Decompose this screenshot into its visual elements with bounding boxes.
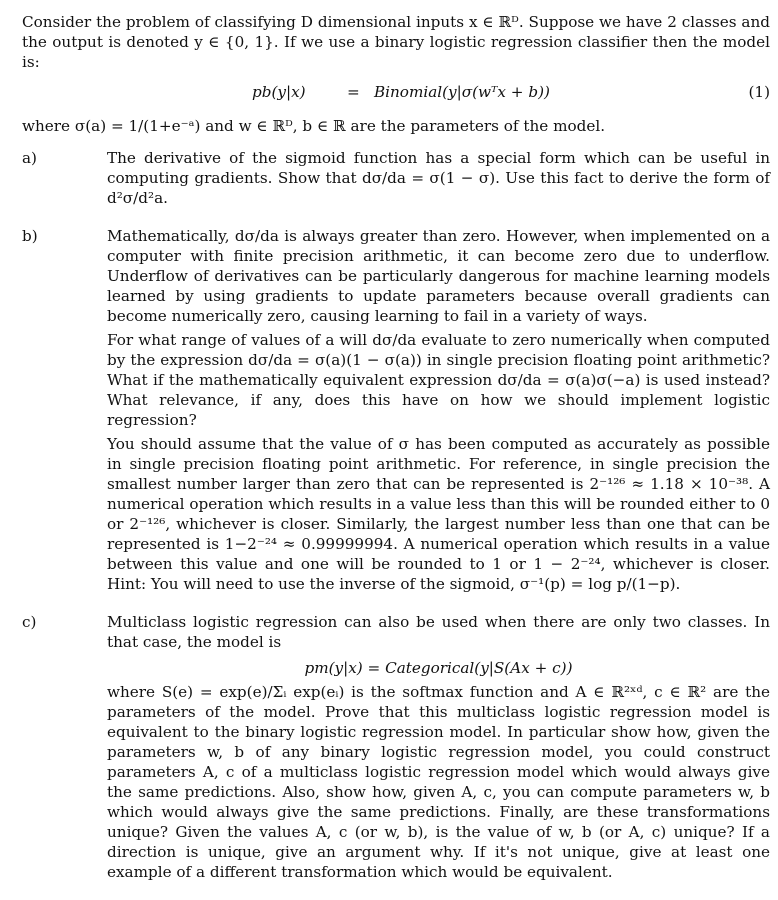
equation-1	[22, 80, 770, 106]
part-a	[22, 148, 770, 212]
part-b-paragraph-3: You should assume that the value of σ has been computed as accurately as possible in single precision floating point arithmetic. For reference, in single precision the smallest number larger than zero that can be represented is 2⁻¹²⁶ ≈ 1.18 × 10⁻³⁸. A numerical operation which results in a value less than this will be rounded either to 0 or 2⁻¹²⁶, whichever is closer. Similarly, the largest number less than one that can be represented is 1−2⁻²⁴ ≈ 0.99999994. A numerical operation which results in a value between this value and one will be rounded to 1 or 1 − 2⁻²⁴, whichever is closer. Hint: You will need to use the inverse of the sigmoid, σ⁻¹(p) = log p/(1−p).	[107, 435, 770, 593]
equation-number: (1)	[748, 83, 770, 101]
part-c	[22, 612, 770, 886]
part-b-paragraph-1: Mathematically, dσ/da is always greater than zero. However, when implemented on a computer with finite precision arithmetic, it can become zero due to underflow. Underflow of derivatives can be particularly dangerous for machine learning models learned by using gradients to update parameters because overall gradients can become numerically zero, causing learning to fail in a variety of ways.	[107, 227, 770, 325]
part-a-paragraph: The derivative of the sigmoid function has a special form which can be useful in computing gradients. Show that dσ/da = σ(1 − σ). Use this fact to derive the form of d²σ/d²a.	[107, 149, 770, 207]
intro-paragraph: Consider the problem of classifying D dimensional inputs x ∈ ℝᴰ. Suppose we have 2 classes and the output is denoted y ∈ {0, 1}. If we use a binary logistic regression classifier then the model is:	[22, 13, 770, 71]
where-line: where σ(a) = 1/(1+e⁻ᵃ) and w ∈ ℝᴰ, b ∈ ℝ are the parameters of the model.	[22, 117, 606, 135]
part-b	[22, 226, 770, 598]
part-c-label: c)	[22, 613, 37, 631]
equation-equals: =	[347, 83, 360, 101]
part-a-label: a)	[22, 149, 37, 167]
part-c-display-equation: pm(y|x) = Categorical(y|S(Ax + c))	[304, 659, 573, 677]
part-c-paragraph-1: Multiclass logistic regression can also be used when there are only two classes. In that case, the model is	[107, 613, 770, 651]
equation-lhs: pb(y|x)	[252, 83, 306, 101]
problem-page	[22, 12, 770, 900]
part-b-paragraph-2: For what range of values of a will dσ/da evaluate to zero numerically when computed by the expression dσ/da = σ(a)(1 − σ(a)) in single precision floating point arithmetic? What if the mathematically equivalent expression dσ/da = σ(a)σ(−a) is used instead? What relevance, if any, does this have on how we should implement logistic regression?	[107, 331, 770, 429]
part-c-paragraph-2: where S(e) = exp(e)/Σᵢ exp(eᵢ) is the softmax function and A ∈ ℝ²ˣᵈ, c ∈ ℝ² are the parameters of the model. Prove that this multiclass logistic regression model is equivalent to the binary logistic regression model. In particular show how, given the parameters w, b of any binary logistic regression model, you could construct parameters A, c of a multiclass logistic regression model which would always give the same predictions. Also, show how, given A, c, you can compute parameters w, b which would always give the same predictions. Finally, are these transformations unique? Given the values A, c (or w, b), is the value of w, b (or A, c) unique? If a direction is unique, give an argument why. If it's not unique, give at least one example of a different transformation which would be equivalent.	[107, 683, 770, 881]
equation-rhs: Binomial(y|σ(wᵀx + b))	[374, 83, 550, 101]
part-b-label: b)	[22, 227, 38, 245]
